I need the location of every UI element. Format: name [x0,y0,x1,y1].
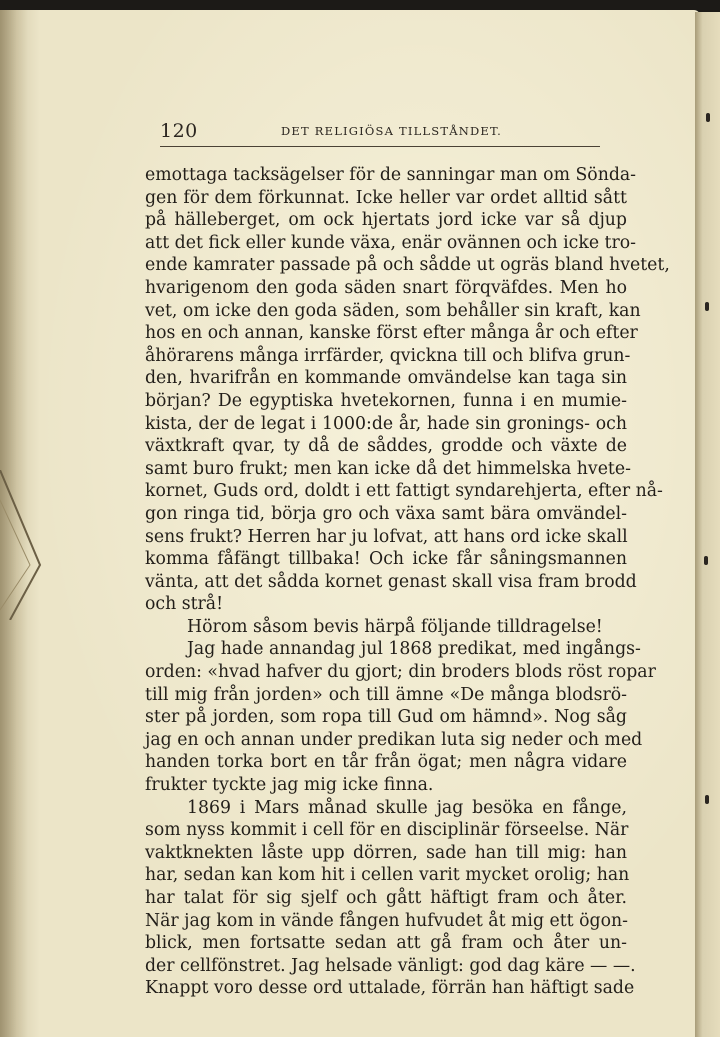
paragraph-last-line: och strå! [145,594,224,615]
text-line: på hälleberget, om ock hjertats jord icke var så djup [145,210,627,231]
running-title: DET RELIGIÖSA TILLSTÅNDET. [281,124,503,138]
edge-speck-mark [706,113,710,122]
header-rule [160,146,600,147]
text-line: När jag kom in vände fången hufvudet åt mig ett ögon- [145,910,628,931]
paragraph-first-line: 1869 i Mars månad skulle jag besöka en fånge, [187,797,627,818]
text-line: hvarigenom den goda säden snart förqväfdes. Men ho [145,277,627,298]
text-line: Knappt voro desse ord uttalade, förrän han häftigt sade [145,978,635,999]
edge-speck-mark [705,302,709,311]
text-line: ende kamrater passade på och sådde ut ogräs bland hvetet, [145,255,670,276]
page-number: 120 [160,120,198,142]
text-line: kornet, Guds ord, doldt i ett fattigt syndarehjerta, efter nå- [145,481,663,502]
text-line: vet, om icke den goda säden, som behåller sin kraft, kan [145,300,641,321]
paragraph-first-line: Hörom såsom bevis härpå följande tilldragelse! [187,616,603,637]
text-line: komma fåfängt tillbaka! Och icke får såningsmannen [145,549,627,570]
text-line: har talat för sig sjelf och gått häftigt fram och åter. [145,888,627,908]
text-line: början? De egyptiska hvetekornen, funna i en mumie- [145,390,627,411]
text-line: kista, der de legat i 1000:de år, hade sin gronings- och [145,413,627,434]
text-line: åhörarens många irrfärder, qvickna till och blifva grun- [145,345,631,366]
text-line: der cellfönstret. Jag helsade vänligt: god dag käre — —. [145,955,636,976]
text-line: den, hvarifrån en kommande omvändelse kan taga sin [145,368,627,389]
text-line: hos en och annan, kanske först efter många år och efter [145,323,638,344]
text-line: vänta, att det sådda kornet genast skall visa fram brodd [145,571,637,592]
text-line: samt buro frukt; men kan icke då det himmelska hvete- [145,458,631,479]
text-line: växtkraft qvar, ty då de såddes, grodde och växte de [145,436,627,457]
text-line: som nyss kommit i cell för en disciplinär förseelse. När [145,820,629,841]
edge-speck-mark [704,556,708,565]
text-line: handen torka bort en tår från ögat; men några vidare [145,752,627,773]
text-line: vaktknekten låste upp dörren, sade han till mig: han [145,842,627,863]
page-right-edge [695,12,720,1037]
text-line: sens frukt? Herren har ju lofvat, att hans ord icke skall [145,526,628,547]
edge-speck-mark [705,795,709,804]
text-line: gen för dem förkunnat. Icke heller var ordet alltid sått [145,187,627,208]
text-line: gon ringa tid, börja gro och växa samt bära omvändel- [145,503,627,524]
paragraph-first-line: Jag hade annandag jul 1868 predikat, med ingångs- [187,639,641,660]
body-text [145,164,670,1000]
text-line: emottaga tacksägelser för de sanningar man om Sönda- [145,165,637,185]
text-line: ster på jorden, som ropa till Gud om hämnd». Nog såg [145,707,627,728]
text-line: till mig från jorden» och till ämne «De många blodsrö- [145,684,627,705]
paragraph-last-line: frukter tyckte jag mig icke finna. [145,775,434,796]
text-line: orden: «hvad hafver du gjort; din broders blods röst ropar [145,662,656,683]
text-line: blick, men fortsatte sedan att gå fram och åter un- [145,933,627,954]
text-line: jag en och annan under predikan luta sig neder och med [145,729,643,750]
text-line: att det fick eller kunde växa, enär ovännen och icke tro- [145,232,637,253]
page-header [160,118,600,144]
text-line: har, sedan kan kom hit i cellen varit mycket orolig; han [145,865,630,886]
torn-page-fold-icon [0,470,50,620]
